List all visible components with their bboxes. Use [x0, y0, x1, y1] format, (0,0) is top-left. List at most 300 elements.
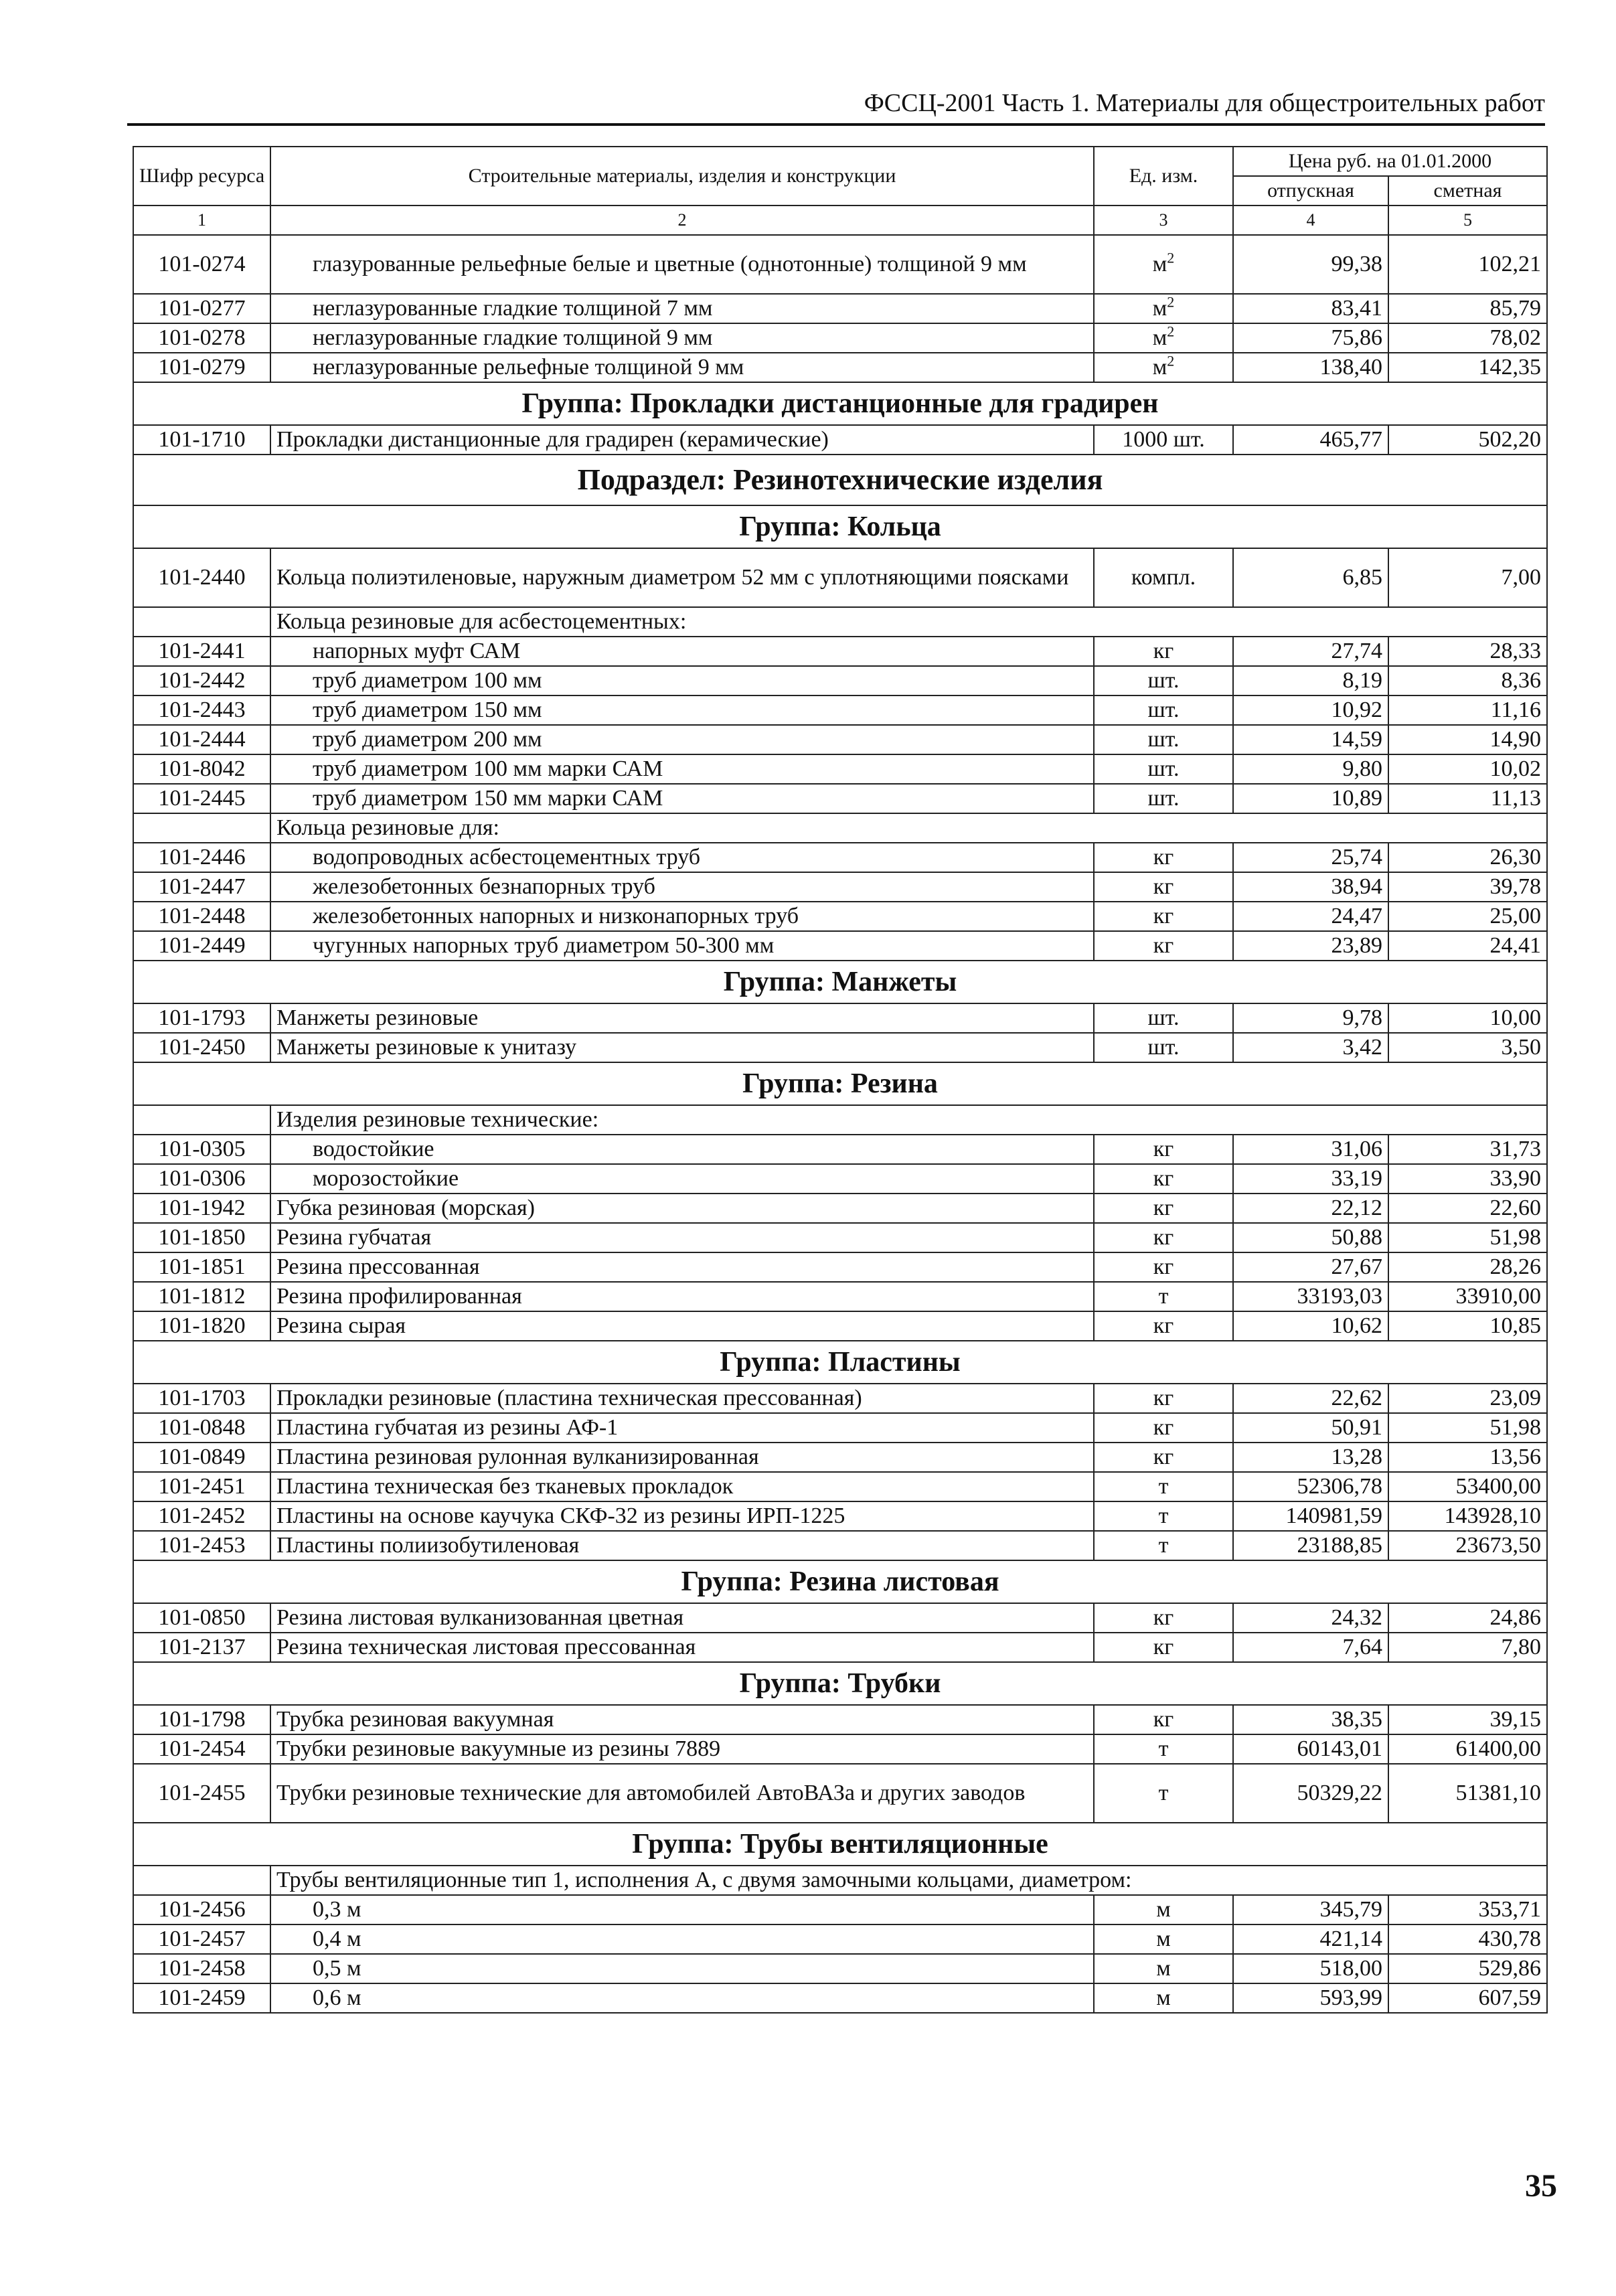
group-heading-row: [133, 1062, 1547, 1105]
cell-unit-text: кг: [1153, 639, 1174, 663]
cell-price-release: 10,89: [1233, 784, 1388, 813]
cell-price-estimate: 11,13: [1388, 784, 1547, 813]
cell-subheading: Кольца резиновые для асбестоцементных:: [270, 607, 1547, 637]
cell-code: 101-2444: [133, 725, 270, 754]
cell-name-text: неглазурованные рельефные толщиной 9 мм: [313, 355, 744, 380]
cell-price-release: 27,74: [1233, 637, 1388, 666]
unit-superscript: 2: [1167, 294, 1175, 311]
cell-name: [270, 1954, 1094, 1983]
cell-unit-text: кг: [1153, 1635, 1174, 1659]
section-heading-row: [133, 455, 1547, 505]
cell-price-estimate: 23,09: [1388, 1384, 1547, 1413]
column-number: 2: [270, 206, 1094, 235]
table-row: [133, 1223, 1547, 1252]
cell-name-text: труб диаметром 100 мм марки САМ: [313, 756, 663, 781]
subheading-row: [133, 1866, 1547, 1895]
cell-unit-text: м: [1156, 1926, 1171, 1951]
cell-name: [270, 1311, 1094, 1341]
table-header-row: [133, 147, 1547, 176]
cell-name-text: труб диаметром 150 мм марки САМ: [313, 786, 663, 811]
cell-name: [270, 931, 1094, 961]
cell-code: 101-2443: [133, 695, 270, 725]
cell-price-release: 23188,85: [1233, 1531, 1388, 1560]
group-heading-row: [133, 505, 1547, 548]
cell-name: [270, 1983, 1094, 2013]
cell-unit: [1094, 1282, 1233, 1311]
cell-unit-text: м: [1156, 1985, 1171, 2010]
cell-name-text: напорных муфт САМ: [313, 639, 521, 663]
cell-unit: [1094, 1135, 1233, 1164]
cell-price-estimate: 78,02: [1388, 323, 1547, 353]
cell-price-estimate: 33910,00: [1388, 1282, 1547, 1311]
cell-unit: [1094, 294, 1233, 323]
cell-code: 101-1710: [133, 425, 270, 455]
cell-code: 101-2447: [133, 872, 270, 902]
cell-name-text: Резина листовая вулканизованная цветная: [276, 1605, 684, 1630]
table-row: [133, 1311, 1547, 1341]
cell-code: 101-0849: [133, 1443, 270, 1472]
cell-name-text: Трубки резиновые вакуумные из резины 7889: [276, 1736, 721, 1761]
cell-name: [270, 1734, 1094, 1764]
cell-name: [270, 1384, 1094, 1413]
cell-name: [270, 1895, 1094, 1924]
cell-unit-text: шт.: [1147, 1005, 1180, 1030]
cell-price-release: 140981,59: [1233, 1501, 1388, 1531]
cell-name: [270, 784, 1094, 813]
table-row: [133, 666, 1547, 695]
cell-name: [270, 1164, 1094, 1194]
cell-name: [270, 1194, 1094, 1223]
cell-unit: [1094, 323, 1233, 353]
cell-code: 101-0274: [133, 235, 270, 294]
cell-price-estimate: 33,90: [1388, 1164, 1547, 1194]
cell-unit: [1094, 425, 1233, 455]
page-number: 35: [1525, 2168, 1557, 2204]
cell-code: 101-2441: [133, 637, 270, 666]
cell-code: 101-2452: [133, 1501, 270, 1531]
column-header-unit: Ед. изм.: [1094, 147, 1233, 206]
cell-name-text: Пластины на основе каучука СКФ-32 из резины ИРП-1225: [276, 1503, 845, 1528]
cell-unit: [1094, 1413, 1233, 1443]
cell-unit-text: м: [1152, 252, 1167, 276]
cell-price-estimate: 39,78: [1388, 872, 1547, 902]
cell-unit: [1094, 695, 1233, 725]
cell-code: [133, 813, 270, 843]
cell-code: 101-2446: [133, 843, 270, 872]
cell-unit: [1094, 666, 1233, 695]
column-header-price-group: Цена руб. на 01.01.2000: [1233, 147, 1547, 176]
cell-price-estimate: 24,86: [1388, 1603, 1547, 1633]
cell-name-text: Кольца полиэтиленовые, наружным диаметром 52 мм с уплотняющими поясками: [276, 565, 1069, 590]
cell-name: [270, 902, 1094, 931]
cell-price-estimate: 143928,10: [1388, 1501, 1547, 1531]
group-title: Группа: Манжеты: [133, 961, 1547, 1003]
cell-code: 101-8042: [133, 754, 270, 784]
cell-unit-text: шт.: [1147, 1035, 1180, 1060]
cell-price-release: 421,14: [1233, 1924, 1388, 1954]
subheading-row: [133, 813, 1547, 843]
cell-price-release: 25,74: [1233, 843, 1388, 872]
cell-unit: [1094, 872, 1233, 902]
cell-name-text: водостойкие: [313, 1137, 434, 1161]
table-row: [133, 872, 1547, 902]
cell-unit-text: т: [1158, 1503, 1169, 1528]
table-row: [133, 1003, 1547, 1033]
price-table: [133, 146, 1548, 2014]
cell-name: [270, 637, 1094, 666]
cell-unit-text: т: [1158, 1474, 1169, 1499]
cell-name: [270, 323, 1094, 353]
cell-subheading: Кольца резиновые для:: [270, 813, 1547, 843]
cell-name-text: Манжеты резиновые к унитазу: [276, 1035, 577, 1060]
cell-unit: [1094, 1384, 1233, 1413]
cell-code: 101-0306: [133, 1164, 270, 1194]
column-header-release: отпускная: [1233, 176, 1388, 206]
cell-name: [270, 843, 1094, 872]
cell-name: [270, 1135, 1094, 1164]
cell-unit-text: шт.: [1147, 668, 1180, 693]
cell-unit-text: т: [1158, 1781, 1169, 1805]
table-row: [133, 548, 1547, 607]
cell-price-estimate: 85,79: [1388, 294, 1547, 323]
cell-price-release: 83,41: [1233, 294, 1388, 323]
cell-price-release: 9,78: [1233, 1003, 1388, 1033]
column-number: 1: [133, 206, 270, 235]
cell-price-estimate: 31,73: [1388, 1135, 1547, 1164]
cell-name-text: 0,5 м: [313, 1956, 361, 1981]
cell-price-release: 10,62: [1233, 1311, 1388, 1341]
subheading-row: [133, 607, 1547, 637]
cell-name: [270, 1764, 1094, 1823]
cell-unit-text: кг: [1153, 1415, 1174, 1440]
unit-superscript: 2: [1167, 353, 1175, 370]
cell-price-estimate: 22,60: [1388, 1194, 1547, 1223]
table-row: [133, 1384, 1547, 1413]
table-row: [133, 1252, 1547, 1282]
cell-code: 101-0848: [133, 1413, 270, 1443]
table-row: [133, 1443, 1547, 1472]
cell-unit-text: кг: [1153, 1445, 1174, 1469]
group-title: Группа: Резина: [133, 1062, 1547, 1105]
cell-price-release: 22,62: [1233, 1384, 1388, 1413]
cell-price-release: 345,79: [1233, 1895, 1388, 1924]
cell-price-release: 52306,78: [1233, 1472, 1388, 1501]
cell-price-estimate: 23673,50: [1388, 1531, 1547, 1560]
cell-name: [270, 1443, 1094, 1472]
table-row: [133, 902, 1547, 931]
cell-unit: [1094, 1705, 1233, 1734]
cell-unit: [1094, 1764, 1233, 1823]
group-heading-row: [133, 1823, 1547, 1866]
cell-unit: [1094, 1954, 1233, 1983]
cell-code: 101-0278: [133, 323, 270, 353]
table-row: [133, 843, 1547, 872]
cell-unit: [1094, 235, 1233, 294]
cell-price-estimate: 14,90: [1388, 725, 1547, 754]
group-title: Группа: Пластины: [133, 1341, 1547, 1384]
table-row: [133, 1734, 1547, 1764]
cell-unit: [1094, 1734, 1233, 1764]
cell-code: 101-2449: [133, 931, 270, 961]
cell-unit-text: кг: [1153, 1386, 1174, 1410]
cell-price-estimate: 51,98: [1388, 1413, 1547, 1443]
cell-price-estimate: 28,26: [1388, 1252, 1547, 1282]
cell-unit: [1094, 1223, 1233, 1252]
cell-price-estimate: 7,00: [1388, 548, 1547, 607]
cell-name-text: Пластина техническая без тканевых прокладок: [276, 1474, 734, 1499]
group-heading-row: [133, 1341, 1547, 1384]
cell-unit-text: 1000 шт.: [1122, 427, 1205, 452]
cell-price-estimate: 53400,00: [1388, 1472, 1547, 1501]
cell-name: [270, 725, 1094, 754]
cell-unit: [1094, 1003, 1233, 1033]
cell-code: 101-2457: [133, 1924, 270, 1954]
cell-unit-text: т: [1158, 1533, 1169, 1558]
cell-name: [270, 666, 1094, 695]
cell-unit-text: т: [1158, 1736, 1169, 1761]
cell-unit-text: шт.: [1147, 786, 1180, 811]
cell-unit: [1094, 754, 1233, 784]
cell-price-release: 518,00: [1233, 1954, 1388, 1983]
cell-price-estimate: 39,15: [1388, 1705, 1547, 1734]
cell-name-text: железобетонных безнапорных труб: [313, 874, 655, 899]
table-row: [133, 1954, 1547, 1983]
cell-name-text: Манжеты резиновые: [276, 1005, 479, 1030]
cell-unit-text: кг: [1153, 1605, 1174, 1630]
column-header-estimate: сметная: [1388, 176, 1547, 206]
cell-price-release: 24,47: [1233, 902, 1388, 931]
cell-unit-text: кг: [1153, 1313, 1174, 1338]
cell-unit: [1094, 1633, 1233, 1662]
table-row: [133, 931, 1547, 961]
cell-unit: [1094, 1164, 1233, 1194]
cell-name: [270, 1252, 1094, 1282]
cell-price-estimate: 10,00: [1388, 1003, 1547, 1033]
cell-unit-text: кг: [1153, 904, 1174, 928]
cell-name: [270, 1413, 1094, 1443]
cell-price-release: 22,12: [1233, 1194, 1388, 1223]
cell-unit-text: м: [1152, 355, 1167, 380]
cell-code: 101-1798: [133, 1705, 270, 1734]
cell-subheading: Изделия резиновые технические:: [270, 1105, 1547, 1135]
cell-unit-text: кг: [1153, 1254, 1174, 1279]
cell-name-text: Резина профилированная: [276, 1284, 522, 1309]
group-title: Группа: Трубки: [133, 1662, 1547, 1705]
cell-code: 101-1703: [133, 1384, 270, 1413]
cell-name-text: железобетонных напорных и низконапорных труб: [313, 904, 799, 928]
cell-unit: [1094, 1603, 1233, 1633]
cell-price-estimate: 51,98: [1388, 1223, 1547, 1252]
cell-price-estimate: 11,16: [1388, 695, 1547, 725]
cell-code: [133, 1105, 270, 1135]
cell-price-release: 9,80: [1233, 754, 1388, 784]
cell-name-text: чугунных напорных труб диаметром 50-300 мм: [313, 933, 775, 958]
table-row: [133, 235, 1547, 294]
table-row: [133, 323, 1547, 353]
cell-code: 101-2442: [133, 666, 270, 695]
cell-price-release: 31,06: [1233, 1135, 1388, 1164]
table-row: [133, 784, 1547, 813]
cell-price-estimate: 10,85: [1388, 1311, 1547, 1341]
cell-code: 101-2445: [133, 784, 270, 813]
cell-code: 101-0850: [133, 1603, 270, 1633]
cell-price-release: 3,42: [1233, 1033, 1388, 1062]
cell-name: [270, 1501, 1094, 1531]
cell-name-text: Пластина резиновая рулонная вулканизированная: [276, 1445, 759, 1469]
cell-name-text: Резина прессованная: [276, 1254, 480, 1279]
cell-code: 101-1812: [133, 1282, 270, 1311]
cell-name: [270, 695, 1094, 725]
cell-code: 101-2455: [133, 1764, 270, 1823]
cell-price-estimate: 607,59: [1388, 1983, 1547, 2013]
cell-unit-text: шт.: [1147, 756, 1180, 781]
cell-unit: [1094, 784, 1233, 813]
cell-price-release: 23,89: [1233, 931, 1388, 961]
cell-code: 101-1820: [133, 1311, 270, 1341]
cell-price-estimate: 7,80: [1388, 1633, 1547, 1662]
table-row: [133, 725, 1547, 754]
cell-price-release: 99,38: [1233, 235, 1388, 294]
cell-name: [270, 872, 1094, 902]
cell-price-release: 465,77: [1233, 425, 1388, 455]
cell-price-estimate: 8,36: [1388, 666, 1547, 695]
cell-code: 101-2450: [133, 1033, 270, 1062]
cell-name-text: Прокладки дистанционные для градирен (керамические): [276, 427, 829, 452]
table-row: [133, 1413, 1547, 1443]
table-row: [133, 1603, 1547, 1633]
table-row: [133, 695, 1547, 725]
cell-price-estimate: 529,86: [1388, 1954, 1547, 1983]
cell-unit-text: компл.: [1131, 565, 1196, 590]
table-row: [133, 754, 1547, 784]
cell-unit: [1094, 1194, 1233, 1223]
column-number: 3: [1094, 206, 1233, 235]
cell-price-estimate: 61400,00: [1388, 1734, 1547, 1764]
cell-name-text: 0,4 м: [313, 1926, 361, 1951]
cell-unit: [1094, 353, 1233, 382]
cell-code: 101-2459: [133, 1983, 270, 2013]
table-row: [133, 1033, 1547, 1062]
running-title: ФССЦ-2001 Часть 1. Материалы для общестроительных работ: [864, 89, 1545, 117]
cell-price-release: 27,67: [1233, 1252, 1388, 1282]
cell-price-release: 138,40: [1233, 353, 1388, 382]
cell-name-text: Резина губчатая: [276, 1225, 432, 1250]
cell-unit: [1094, 1501, 1233, 1531]
cell-code: 101-2458: [133, 1954, 270, 1983]
cell-unit: [1094, 637, 1233, 666]
cell-code: 101-2448: [133, 902, 270, 931]
cell-price-estimate: 51381,10: [1388, 1764, 1547, 1823]
cell-unit-text: кг: [1153, 845, 1174, 870]
group-title: Группа: Резина листовая: [133, 1560, 1547, 1603]
cell-code: 101-2456: [133, 1895, 270, 1924]
group-heading-row: [133, 961, 1547, 1003]
table-row: [133, 1705, 1547, 1734]
cell-price-release: 50,91: [1233, 1413, 1388, 1443]
cell-unit-text: кг: [1153, 1166, 1174, 1191]
cell-unit: [1094, 1252, 1233, 1282]
cell-name-text: Пластина губчатая из резины АФ-1: [276, 1415, 619, 1440]
cell-code: 101-0277: [133, 294, 270, 323]
group-title: Группа: Кольца: [133, 505, 1547, 548]
table-row: [133, 353, 1547, 382]
cell-name-text: неглазурованные гладкие толщиной 9 мм: [313, 325, 713, 350]
cell-name: [270, 1003, 1094, 1033]
cell-code: 101-1851: [133, 1252, 270, 1282]
cell-name-text: труб диаметром 100 мм: [313, 668, 542, 693]
column-number: 5: [1388, 206, 1547, 235]
cell-name: [270, 1705, 1094, 1734]
cell-name: [270, 548, 1094, 607]
section-title: Подраздел: Резинотехнические изделия: [133, 455, 1547, 505]
cell-price-estimate: 25,00: [1388, 902, 1547, 931]
cell-unit-text: шт.: [1147, 727, 1180, 752]
group-heading-row: [133, 1560, 1547, 1603]
cell-unit: [1094, 1924, 1233, 1954]
cell-code: 101-0279: [133, 353, 270, 382]
cell-name-text: водопроводных асбестоцементных труб: [313, 845, 701, 870]
cell-unit-text: кг: [1153, 1225, 1174, 1250]
cell-name: [270, 1924, 1094, 1954]
column-number-row: [133, 206, 1547, 235]
group-heading-row: [133, 382, 1547, 425]
cell-price-release: 60143,01: [1233, 1734, 1388, 1764]
column-number: 4: [1233, 206, 1388, 235]
cell-price-release: 75,86: [1233, 323, 1388, 353]
cell-unit: [1094, 1895, 1233, 1924]
cell-code: [133, 1866, 270, 1895]
cell-price-release: 10,92: [1233, 695, 1388, 725]
cell-unit-text: м: [1156, 1956, 1171, 1981]
table-row: [133, 1633, 1547, 1662]
cell-price-release: 38,35: [1233, 1705, 1388, 1734]
cell-unit-text: т: [1158, 1284, 1169, 1309]
cell-unit-text: кг: [1153, 1707, 1174, 1732]
cell-price-release: 8,19: [1233, 666, 1388, 695]
running-head: [127, 86, 1545, 126]
table-row: [133, 1164, 1547, 1194]
cell-subheading: Трубы вентиляционные тип 1, исполнения А, с двумя замочными кольцами, диаметром:: [270, 1866, 1547, 1895]
cell-name: [270, 1603, 1094, 1633]
group-heading-row: [133, 1662, 1547, 1705]
cell-price-release: 6,85: [1233, 548, 1388, 607]
table-row: [133, 1501, 1547, 1531]
cell-name-text: Пластины полиизобутиленовая: [276, 1533, 580, 1558]
column-header-name: Строительные материалы, изделия и конструкции: [270, 147, 1094, 206]
cell-unit-text: м: [1152, 325, 1167, 350]
table-row: [133, 294, 1547, 323]
cell-unit: [1094, 931, 1233, 961]
table-body: [133, 235, 1547, 2013]
cell-unit: [1094, 843, 1233, 872]
cell-name-text: Трубка резиновая вакуумная: [276, 1707, 554, 1732]
cell-code: 101-2137: [133, 1633, 270, 1662]
cell-price-estimate: 353,71: [1388, 1895, 1547, 1924]
cell-unit: [1094, 1531, 1233, 1560]
cell-price-release: 38,94: [1233, 872, 1388, 902]
cell-code: 101-2454: [133, 1734, 270, 1764]
table-row: [133, 1983, 1547, 2013]
cell-price-estimate: 26,30: [1388, 843, 1547, 872]
cell-price-release: 50329,22: [1233, 1764, 1388, 1823]
cell-name-text: Прокладки резиновые (пластина техническая прессованная): [276, 1386, 862, 1410]
cell-price-estimate: 10,02: [1388, 754, 1547, 784]
cell-price-estimate: 28,33: [1388, 637, 1547, 666]
cell-unit: [1094, 548, 1233, 607]
cell-unit-text: кг: [1153, 874, 1174, 899]
cell-price-estimate: 13,56: [1388, 1443, 1547, 1472]
cell-name: [270, 1282, 1094, 1311]
